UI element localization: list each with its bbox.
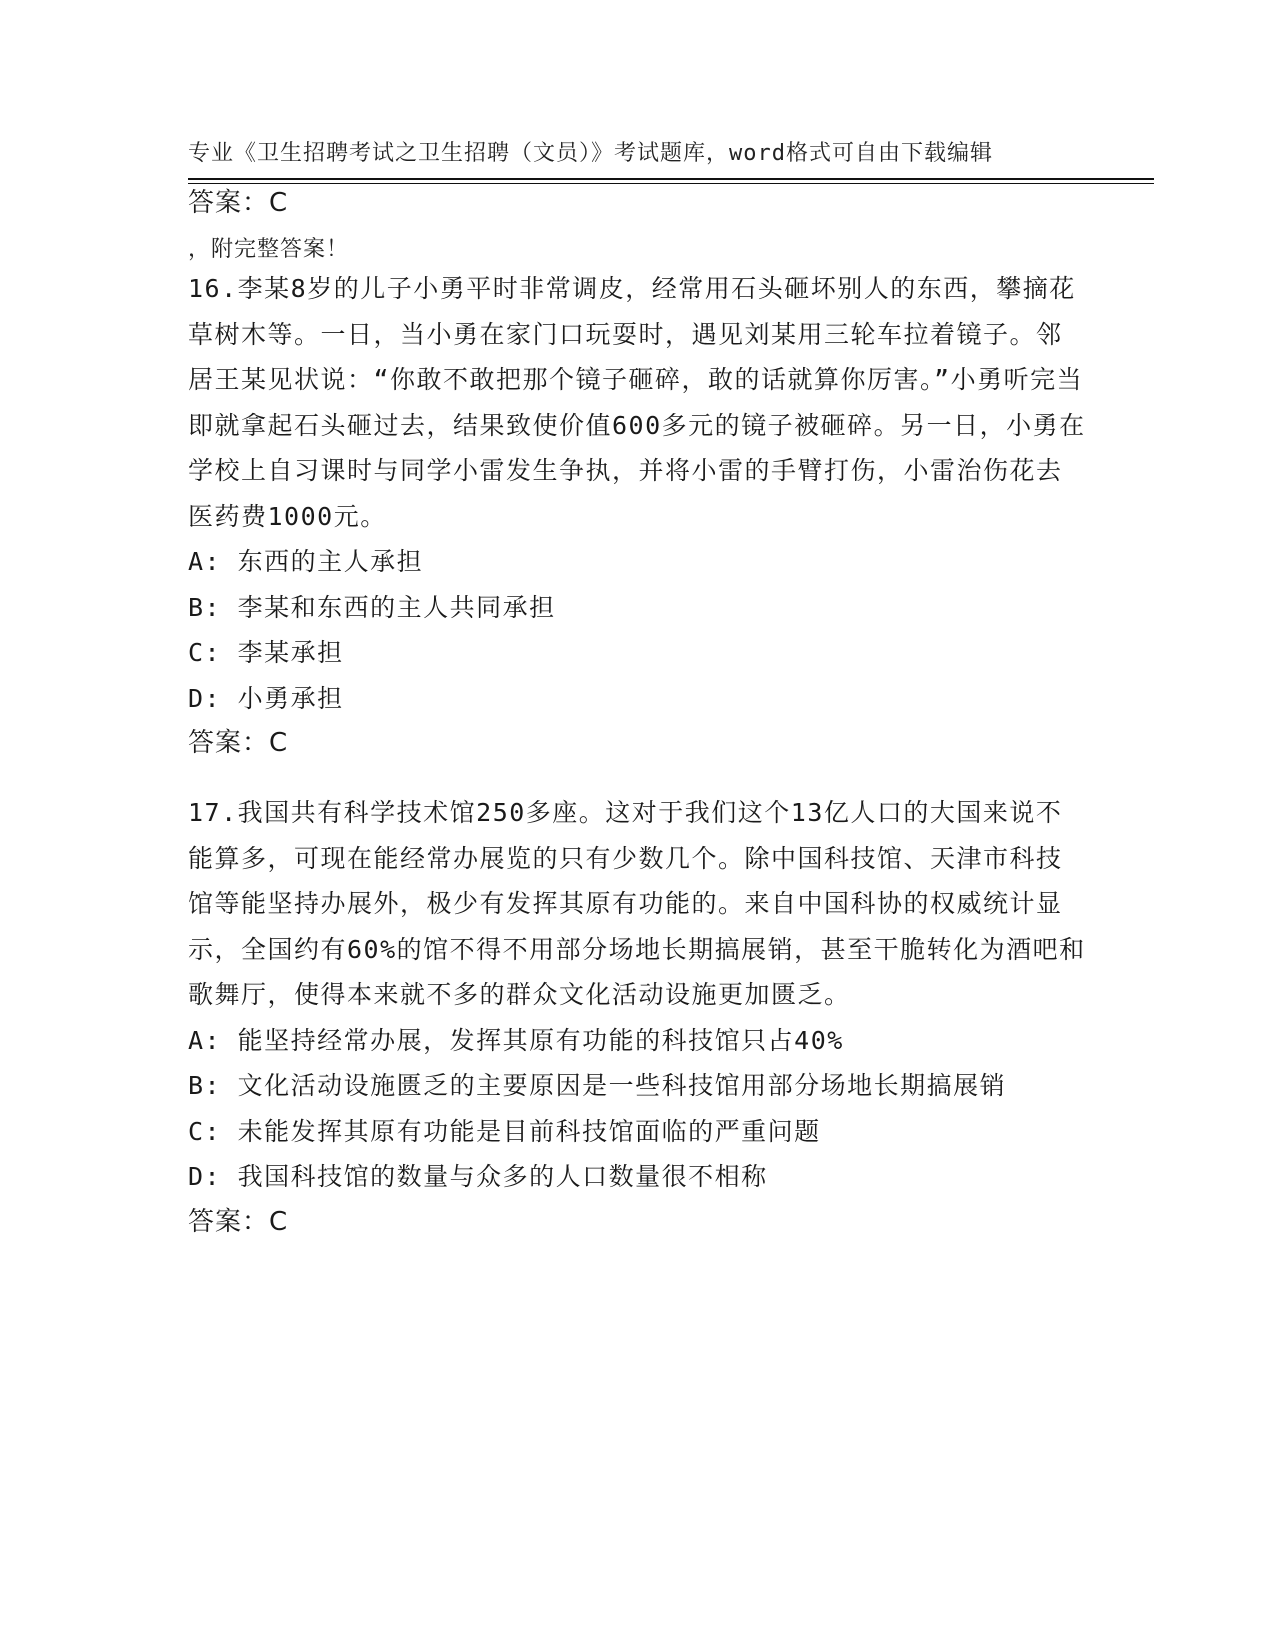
prev-answer: 答案：C: [188, 188, 289, 218]
header-rule-thin: [188, 183, 1154, 184]
question-answer: 答案：C: [188, 1206, 289, 1237]
option-b: B: 李某和东西的主人共同承担: [188, 592, 556, 622]
header-title-line1: 专业《卫生招聘考试之卫生招聘（文员）》考试题库，word格式可自由下载编辑: [188, 141, 993, 166]
option-c: C: 未能发挥其原有功能是目前科技馆面临的严重问题: [188, 1116, 821, 1146]
header-title-line2: ，附完整答案！: [188, 237, 350, 262]
question-16: [188, 266, 1088, 766]
header-rule-thick: [188, 178, 1154, 180]
question-answer: 答案：C: [188, 728, 289, 758]
option-d: D: 我国科技馆的数量与众多的人口数量很不相称: [188, 1162, 768, 1191]
question-stem: 16.李某8岁的儿子小勇平时非常调皮，经常用石头砸坏别人的东西，攀摘花草树木等。一日，当小勇在家门口玩耍时，遇见刘某用三轮车拉着镜子。邻居王某见状说：“你敢不敢把那个镜子砸碎，敢的话就算你厉害。”小勇听完当即就拿起石头砸过去，结果致使价值600多元的镜子被砸碎。另一日，小勇在学校上自习课时与同学小雷发生争执，并将小雷的手臂打伤，小雷治伤花去医药费1000元。: [188, 274, 1086, 531]
option-a: A: 东西的主人承担: [188, 547, 424, 576]
option-d: D: 小勇承担: [188, 683, 344, 713]
option-c: C: 李某承担: [188, 638, 344, 667]
option-b: B: 文化活动设施匮乏的主要原因是一些科技馆用部分场地长期搞展销: [188, 1071, 1007, 1100]
question-stem: 17.我国共有科学技术馆250多座。这对于我们这个13亿人口的大国来说不能算多，可现在能经常办展览的只有少数几个。除中国科技馆、天津市科技馆等能坚持办展外，极少有发挥其原有功能的。来自中国科协的权威统计显示，全国约有60%的馆不得不用部分场地长期搞展销，甚至干脆转化为酒吧和歌舞厅，使得本来就不多的群众文化活动设施更加匮乏。: [188, 798, 1086, 1009]
option-a: A: 能坚持经常办展，发挥其原有功能的科技馆只占40%: [188, 1025, 844, 1055]
question-17: [188, 790, 1088, 1245]
